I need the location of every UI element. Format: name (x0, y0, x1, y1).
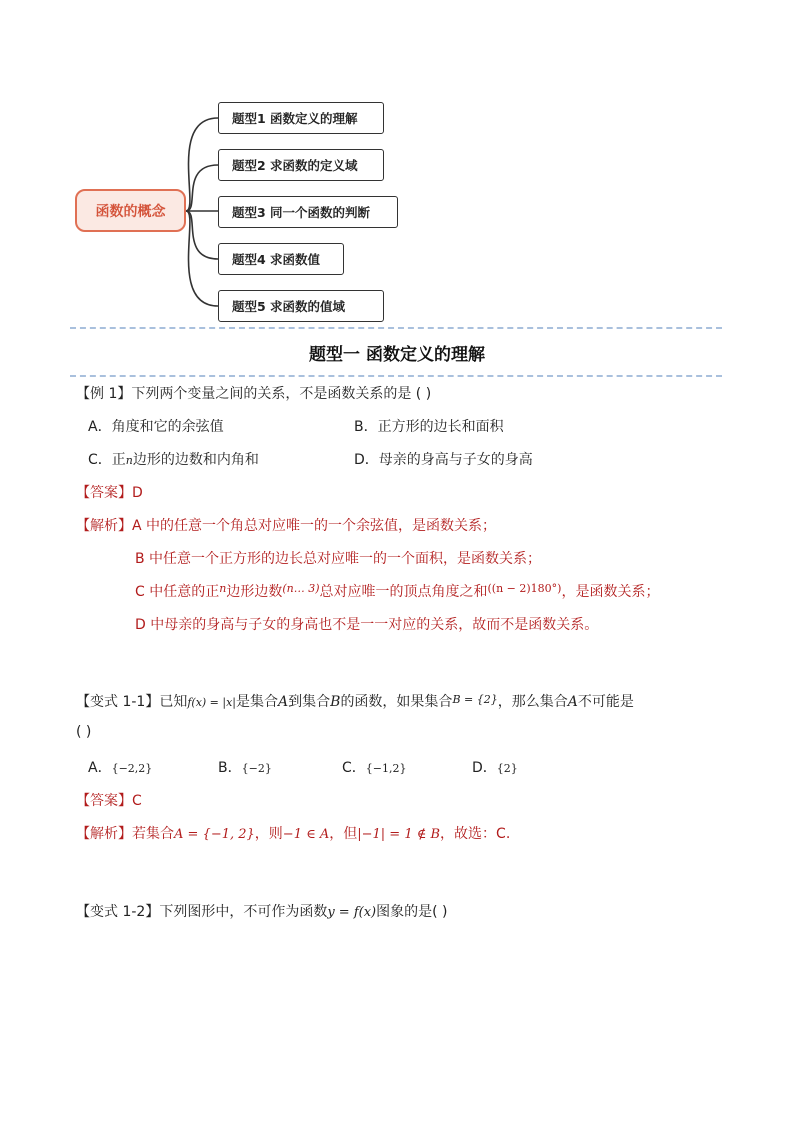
mindmap-branch-1: 题型1 函数定义的理解 (218, 102, 384, 134)
variant1-1-paren: ( ) (76, 724, 92, 740)
v11-text-d: 的函数，如果集合 (340, 694, 453, 710)
v11-opt-d-label: D． (472, 760, 497, 776)
variant1-1-analysis (76, 823, 510, 843)
example1-analysis-line-2: B 中任意一个正方形的边长总对应唯一的一个面积，是函数关系； (135, 551, 542, 567)
answer-value: D (132, 485, 143, 501)
v11-set-a-2: A (567, 694, 578, 710)
example1-answer (76, 482, 143, 502)
connector-2 (186, 165, 218, 211)
option-c-variable: n (125, 454, 133, 467)
variant1-1-option-d (472, 757, 518, 777)
analysis-3-part-b: 边形边数 (226, 584, 283, 600)
mindmap-branch-5: 题型5 求函数的值域 (218, 290, 384, 322)
v11-analysis-abs: |−1| = 1 ∉ B (357, 827, 441, 842)
example1-option-c (88, 449, 259, 469)
v12-function: y = f(x) (327, 905, 377, 920)
v11-analysis-c: ，但 (329, 826, 358, 842)
analysis-3-variable-n: n (219, 582, 227, 595)
example1-analysis-line-1 (76, 515, 496, 535)
v11-text-f: 不可能是 (577, 694, 634, 710)
connector-4 (186, 211, 218, 259)
v11-opt-d-value: {2} (496, 762, 518, 775)
v11-text-a: 【变式 1-1】已知 (76, 694, 188, 710)
example1-option-b: B．正方形的边长和面积 (354, 419, 504, 435)
example1-analysis-line-3 (135, 581, 659, 601)
section-title: 题型一 函数定义的理解 (309, 345, 485, 365)
v11-set-b-def: B = {2} (452, 693, 498, 706)
v11-analysis-in: −1 ∈ A (282, 827, 330, 842)
analysis-3-part-a: C 中任意的正 (135, 584, 220, 600)
v11-answer-value: C (132, 793, 142, 809)
variant1-1-option-b (218, 757, 272, 777)
analysis-3-part-d: ，是函数关系； (561, 584, 660, 600)
v11-analysis-a: 若集合 (132, 826, 174, 842)
v11-text-c: 到集合 (288, 694, 331, 710)
v11-analysis-set: A = {−1, 2} (174, 827, 255, 842)
analysis-3-part-c: 总对应唯一的顶点角度之和 (319, 584, 488, 600)
example1-option-a: A．角度和它的余弦值 (88, 419, 224, 435)
option-c-suffix: 边形的边数和内角和 (132, 452, 259, 468)
variant1-1-question (76, 691, 634, 711)
v11-opt-b-label: B． (218, 760, 242, 776)
variant1-1-option-c (342, 757, 407, 777)
v11-answer-label: 【答案】 (76, 793, 132, 809)
v11-set-a: A (278, 694, 289, 710)
analysis-label: 【解析】 (76, 518, 132, 534)
v11-analysis-b: ，则 (254, 826, 283, 842)
v11-analysis-d: ，故选：C. (440, 826, 511, 842)
v11-opt-c-value: {−1,2} (365, 762, 407, 775)
v11-opt-a-label: A． (88, 760, 112, 776)
mindmap-branch-2: 题型2 求函数的定义域 (218, 149, 384, 181)
analysis-text-1: A 中的任意一个角总对应唯一的一个余弦值，是函数关系； (132, 518, 497, 534)
analysis-3-condition: (n… 3) (282, 582, 320, 595)
v12-text-b: 图象的是( ) (376, 904, 448, 920)
v11-analysis-label: 【解析】 (76, 826, 132, 842)
section-divider-bottom (70, 375, 722, 377)
mindmap-branch-3: 题型3 同一个函数的判断 (218, 196, 398, 228)
example1-option-d: D．母亲的身高与子女的身高 (354, 452, 533, 468)
variant1-1-option-a (88, 757, 152, 777)
mindmap-branch-4: 题型4 求函数值 (218, 243, 344, 275)
section-divider-top (70, 327, 722, 329)
mindmap-connectors (0, 0, 794, 340)
v11-opt-c-label: C． (342, 760, 366, 776)
v11-function: f(x) = |x| (187, 696, 237, 709)
option-c-prefix: C．正 (88, 452, 126, 468)
v11-text-b: 是集合 (236, 694, 279, 710)
answer-label: 【答案】 (76, 485, 132, 501)
v11-opt-b-value: {−2} (241, 762, 272, 775)
variant1-1-answer (76, 790, 142, 810)
v11-opt-a-value: {−2,2} (111, 762, 153, 775)
v11-set-b: B (330, 694, 341, 710)
example1-analysis-line-4: D 中母亲的身高与子女的身高也不是一一对应的关系，故而不是函数关系。 (135, 617, 599, 633)
v11-text-e: ，那么集合 (497, 694, 568, 710)
analysis-3-expression: ((n − 2)180°) (487, 582, 562, 595)
example1-question: 【例 1】下列两个变量之间的关系，不是函数关系的是 ( ) (76, 386, 432, 402)
variant1-2-question (76, 901, 448, 921)
mindmap-root: 函数的概念 (75, 189, 186, 232)
v12-text-a: 【变式 1-2】下列图形中，不可作为函数 (76, 904, 328, 920)
